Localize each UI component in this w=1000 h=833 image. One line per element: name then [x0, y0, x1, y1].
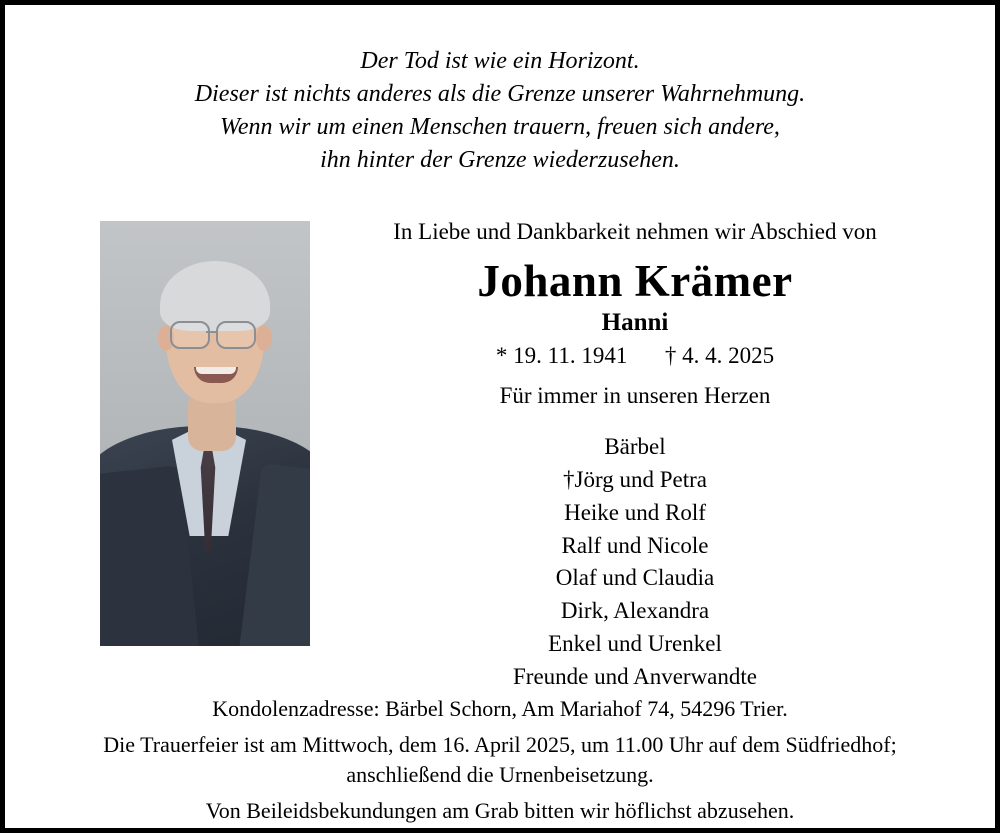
survivor-item: Bärbel: [604, 433, 666, 459]
birth-date: * 19. 11. 1941: [495, 342, 628, 368]
survivor-item: Ralf und Nicole: [561, 532, 709, 558]
portrait-container: [100, 221, 355, 646]
funeral-service-line-2: anschließend die Urnenbeisetzung.: [346, 761, 654, 787]
poem-line: Dieser ist nichts anderes als die Grenze unserer Wahrnehmung.: [194, 81, 806, 108]
photo-teeth: [196, 367, 236, 374]
deceased-nickname: Hanni: [601, 308, 669, 336]
photo-glasses-bridge: [206, 331, 218, 333]
poem-line: Wenn wir um einen Menschen trauern, freuen sich andere,: [220, 114, 780, 141]
footer-details: [45, 694, 955, 832]
death-date: † 4. 4. 2025: [664, 342, 775, 368]
epitaph-poem: [45, 45, 955, 177]
memorial-motto: Für immer in unseren Herzen: [499, 382, 771, 408]
main-section: [45, 219, 955, 694]
survivor-item: Olaf und Claudia: [555, 565, 715, 591]
survivor-item: Enkel und Urenkel: [548, 631, 722, 657]
life-dates: [355, 343, 915, 369]
condolence-address: Kondolenzadresse: Bärbel Schorn, Am Mariahof 74, 54296 Trier.: [212, 695, 788, 721]
survivors-list: [355, 431, 915, 694]
photo-glasses-left-lens: [170, 321, 210, 349]
photo-glasses-right-lens: [216, 321, 256, 349]
announcement-block: [355, 219, 955, 694]
survivor-item: †Jörg und Petra: [563, 466, 707, 492]
announcement-lead: In Liebe und Dankbarkeit nehmen wir Abschied von: [393, 219, 877, 245]
funeral-service-line-1: Die Trauerfeier ist am Mittwoch, dem 16. April 2025, um 11.00 Uhr auf dem Südfriedhof;: [103, 732, 897, 758]
poem-line: Der Tod ist wie ein Horizont.: [360, 48, 640, 74]
survivor-item: Dirk, Alexandra: [560, 598, 710, 624]
survivor-item: Heike und Rolf: [564, 499, 706, 525]
portrait-photo: [100, 221, 310, 646]
poem-line: ihn hinter der Grenze wiederzusehen.: [320, 147, 680, 174]
footer-spacer: [45, 789, 955, 796]
deceased-name: Johann Krämer: [477, 256, 793, 307]
footer-spacer: [45, 723, 955, 730]
condolence-request: Von Beileidsbekundungen am Grab bitten wir höflichst abzusehen.: [205, 798, 795, 824]
survivor-item: Freunde und Anverwandte: [513, 664, 757, 690]
